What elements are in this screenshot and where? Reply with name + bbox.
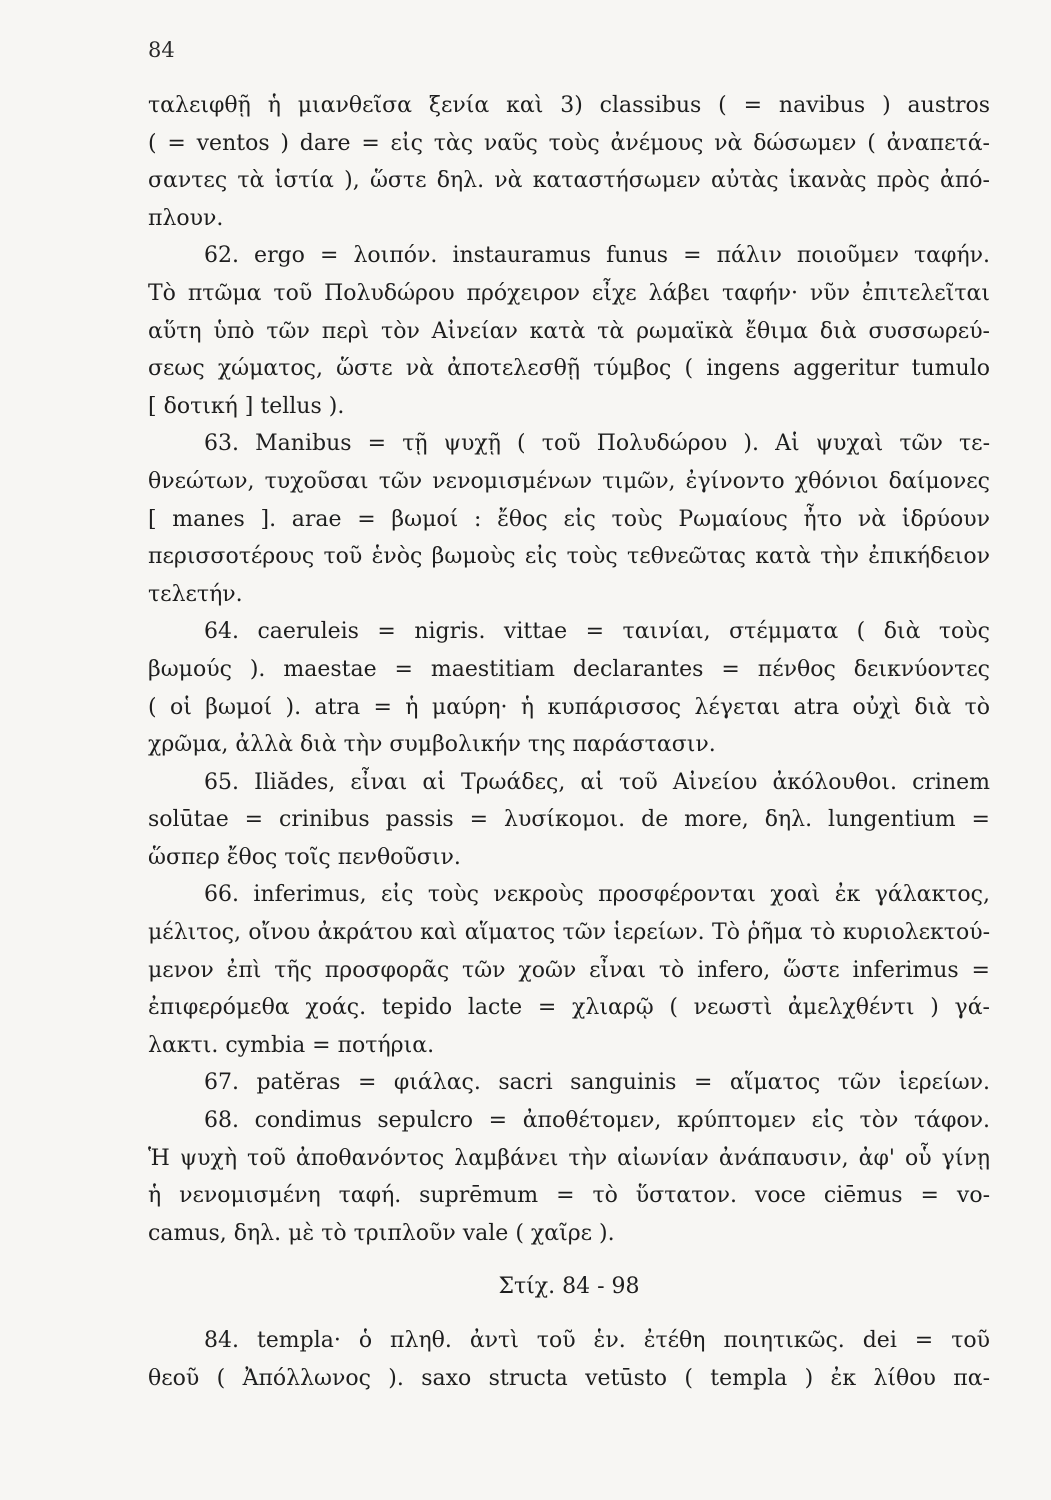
text-line: ταλειφθῇ ἡ μιανθεῖσα ξενία καὶ 3) classibus ( = navibus ) austros xyxy=(148,93,990,118)
text-line: [ δοτική ] tellus ). xyxy=(148,393,345,419)
text-line: ( οἱ βωμοί ). atra = ἡ μαύρη· ἡ κυπάρισσος λέγεται atra οὐχὶ διὰ τὸ xyxy=(148,694,990,720)
note-64-start: 64. caeruleis = nigris. vittae = ταινίαι, στέμματα ( διὰ τοὺς xyxy=(204,619,990,645)
note-63-start: 63. Manibus = τῇ ψυχῇ ( τοῦ Πολυδώρου ). Αἱ ψυχαὶ τῶν τε- xyxy=(204,431,990,457)
note-84-start: 84. templa· ὁ πληθ. ἀντὶ τοῦ ἑν. ἐτέθη ποιητικῶς. dei = τοῦ xyxy=(204,1328,990,1353)
text-line: σεως χώματος, ὥστε νὰ ἀποτελεσθῇ τύμβος ( ingens aggeritur tumulo xyxy=(148,356,990,382)
text-line: τελετήν. xyxy=(148,581,243,607)
text-line: ὥσπερ ἔθος τοῖς πενθοῦσιν. xyxy=(148,844,461,870)
section-gap xyxy=(148,1252,990,1268)
text-line: Ἡ ψυχὴ τοῦ ἀποθανόντος λαμβάνει τὴν αἰωνίαν ἀνάπαυσιν, ἀφ' οὗ γίνῃ xyxy=(148,1145,990,1171)
note-65-start: 65. Iliădes, εἶναι αἱ Τρωάδες, αἱ τοῦ Αἰνείου ἀκόλουθοι. crinem xyxy=(204,769,990,795)
text-line: θνεώτων, τυχοῦσαι τῶν νενομισμένων τιμῶν, ἐγίνοντο χθόνιοι δαίμονες xyxy=(148,468,990,494)
note-66-start: 66. inferimus, εἰς τοὺς νεκροὺς προσφέρονται χοαὶ ἐκ γάλακτος, xyxy=(204,882,990,908)
text-line: μέλιτος, οἴνου ἀκράτου καὶ αἵματος τῶν ἱερείων. Τὸ ῥῆμα τὸ κυριολεκτού- xyxy=(148,920,990,946)
text-line: αὕτη ὑπὸ τῶν περὶ τὸν Αἰνείαν κατὰ τὰ ρωμαϊκὰ ἔθιμα διὰ συσσωρεύ- xyxy=(148,318,990,344)
text-line: βωμούς ). maestae = maestitiam declarantes = πένθος δεικνύοντες xyxy=(148,656,990,682)
text-line: χρῶμα, ἀλλὰ διὰ τὴν συμβολικήν της παράστασιν. xyxy=(148,732,716,758)
section-gap xyxy=(148,1306,990,1322)
commentary-text xyxy=(148,87,990,1397)
text-line: solūtae = crinibus passis = λυσίκομοι. de more, δηλ. lungentium = xyxy=(148,807,990,833)
text-line: πλουν. xyxy=(148,205,224,231)
note-67: 67. patĕras = φιάλας. sacri sanguinis = αἵματος τῶν ἱερείων. xyxy=(204,1070,990,1096)
text-line: camus, δηλ. μὲ τὸ τριπλοῦν vale ( χαῖρε ). xyxy=(148,1220,615,1246)
text-line: μενον ἐπὶ τῆς προσφορᾶς τῶν χοῶν εἶναι τὸ infero, ὥστε inferimus = xyxy=(148,957,990,983)
text-line: ( = ventos ) dare = εἰς τὰς ναῦς τοὺς ἀνέμους νὰ δώσωμεν ( ἀναπετά- xyxy=(148,130,990,156)
text-line: περισσοτέρους τοῦ ἑνὸς βωμοὺς εἰς τοὺς τεθνεῶτας κατὰ τὴν ἐπικήδειον xyxy=(148,544,990,570)
page-number: 84 xyxy=(148,38,175,62)
text-line: Τὸ πτῶμα τοῦ Πολυδώρου πρόχειρον εἶχε λάβει ταφήν· νῦν ἐπιτελεῖται xyxy=(148,280,990,306)
text-line: θεοῦ ( Ἀπόλλωνος ). saxo structa vetūsto ( templa ) ἐκ λίθου πα- xyxy=(148,1365,990,1391)
note-62-start: 62. ergo = λοιπόν. instauramus funus = πάλιν ποιοῦμεν ταφήν. xyxy=(204,243,990,269)
text-line: ἐπιφερόμεθα χοάς. tepido lacte = χλιαρῷ ( νεωστὶ ἀμελχθέντι ) γά- xyxy=(148,995,990,1021)
text-line: ἡ νενομισμένη ταφή. suprēmum = τὸ ὕστατον. voce ciēmus = vo- xyxy=(148,1183,990,1209)
section-heading: Στίχ. 84 - 98 xyxy=(498,1274,640,1300)
text-line: σαντες τὰ ἱστία ), ὥστε δηλ. νὰ καταστήσωμεν αὐτὰς ἱκανὰς πρὸς ἀπό- xyxy=(148,168,990,194)
text-line: λακτι. cymbia = ποτήρια. xyxy=(148,1032,435,1058)
text-line: [ manes ]. arae = βωμοί : ἔθος εἰς τοὺς Ρωμαίους ἦτο νὰ ἱδρύουν xyxy=(148,506,990,532)
note-68-start: 68. condimus sepulcro = ἀποθέτομεν, κρύπτομεν εἰς τὸν τάφον. xyxy=(204,1108,990,1134)
